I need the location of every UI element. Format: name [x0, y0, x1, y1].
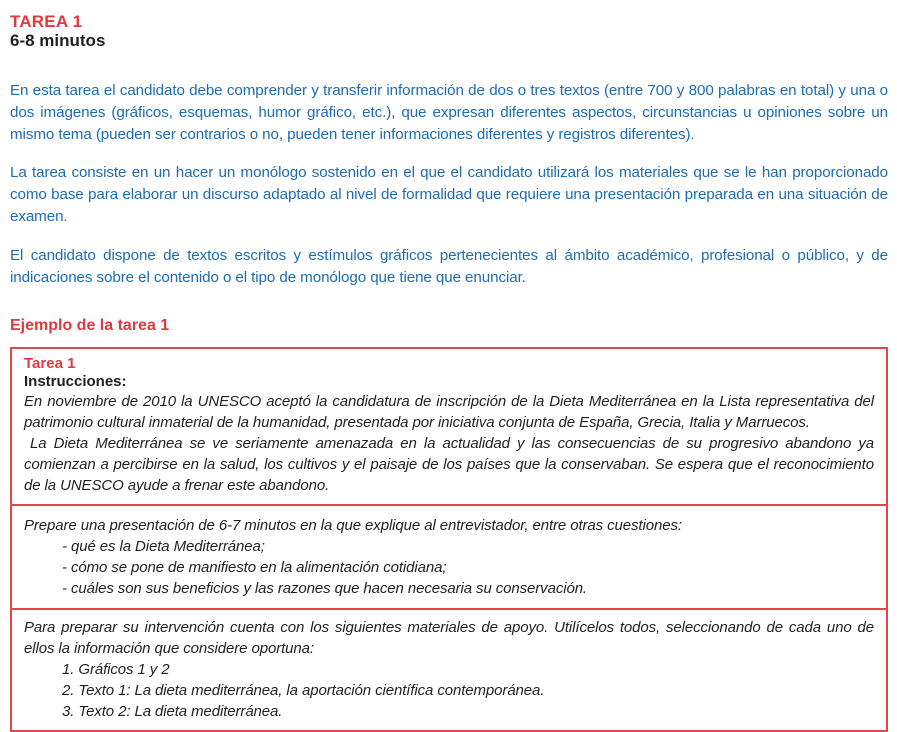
example-box-presentation-section	[12, 504, 886, 608]
example-box-instructions-section	[12, 349, 886, 504]
instructions-label: Instrucciones:	[24, 373, 127, 391]
materials-item: 1. Gráficos 1 y 2	[62, 661, 170, 679]
example-task-box	[10, 347, 888, 732]
page-title: TAREA 1	[10, 12, 83, 31]
presentation-point: - cuáles son sus beneficios y las razones que hacen necesaria su conservación.	[62, 580, 588, 598]
task-description-paragraph: El candidato dispone de textos escritos y estímulos gráficos pertenecientes al ámbito académico, profesional o público, y de indicaciones sobre el contenido o el tipo de monólogo que tiene que enunciar.	[10, 246, 888, 286]
task-duration: 6-8 minutos	[10, 31, 106, 50]
example-box-materials-section	[12, 608, 886, 730]
presentation-point: - qué es la Dieta Mediterránea;	[62, 538, 265, 556]
materials-item: 3. Texto 2: La dieta mediterránea.	[62, 703, 283, 721]
task-description-paragraph: En esta tarea el candidato debe comprender y transferir información de dos o tres textos (entre 700 y 800 palabras en total) y una o dos imágenes (gráficos, esquemas, humor gráfico, etc.), que expresan diferentes aspectos, circunstancias u opiniones sobre un mismo tema (pueden ser contrarios o no, pueden tener informaciones diferentes y registros diferentes).	[10, 82, 888, 143]
materials-item: 2. Texto 1: La dieta mediterránea, la aportación científica contemporánea.	[62, 682, 545, 700]
presentation-point: - cómo se pone de manifiesto en la alimentación cotidiana;	[62, 559, 447, 577]
example-section-heading: Ejemplo de la tarea 1	[10, 317, 170, 335]
instructions-text-part2: La Dieta Mediterránea se ve seriamente amenazada en la actualidad y las consecuencias de su progresivo abandono ya comienzan a percibirse en la salud, los cultivos y el paisaje de los países que la conservaban. Se espera que el reconocimiento de la UNESCO ayude a frenar este abandono.	[24, 435, 874, 495]
presentation-intro: Prepare una presentación de 6-7 minutos en la que explique al entrevistador, entre otras cuestiones:	[24, 517, 682, 535]
instructions-text-part1: En noviembre de 2010 la UNESCO aceptó la candidatura de inscripción de la Dieta Mediterránea en la Lista representativa del patrimonio cultural inmaterial de la humanidad, presentada por iniciativa conjunta de España, Grecia, Italia y Marruecos.	[24, 393, 874, 432]
example-task-title: Tarea 1	[24, 355, 76, 373]
materials-intro: Para preparar su intervención cuenta con los siguientes materiales de apoyo. Utilícelos todos, seleccionando de cada uno de ellos la información que considere oportuna:	[24, 619, 874, 658]
task-description-paragraph: La tarea consiste en un hacer un monólogo sostenido en el que el candidato utilizará los materiales que se le han proporcionado como base para elaborar un discurso adaptado al nivel de formalidad que requiere una presentación preparada en una situación de examen.	[10, 164, 888, 225]
